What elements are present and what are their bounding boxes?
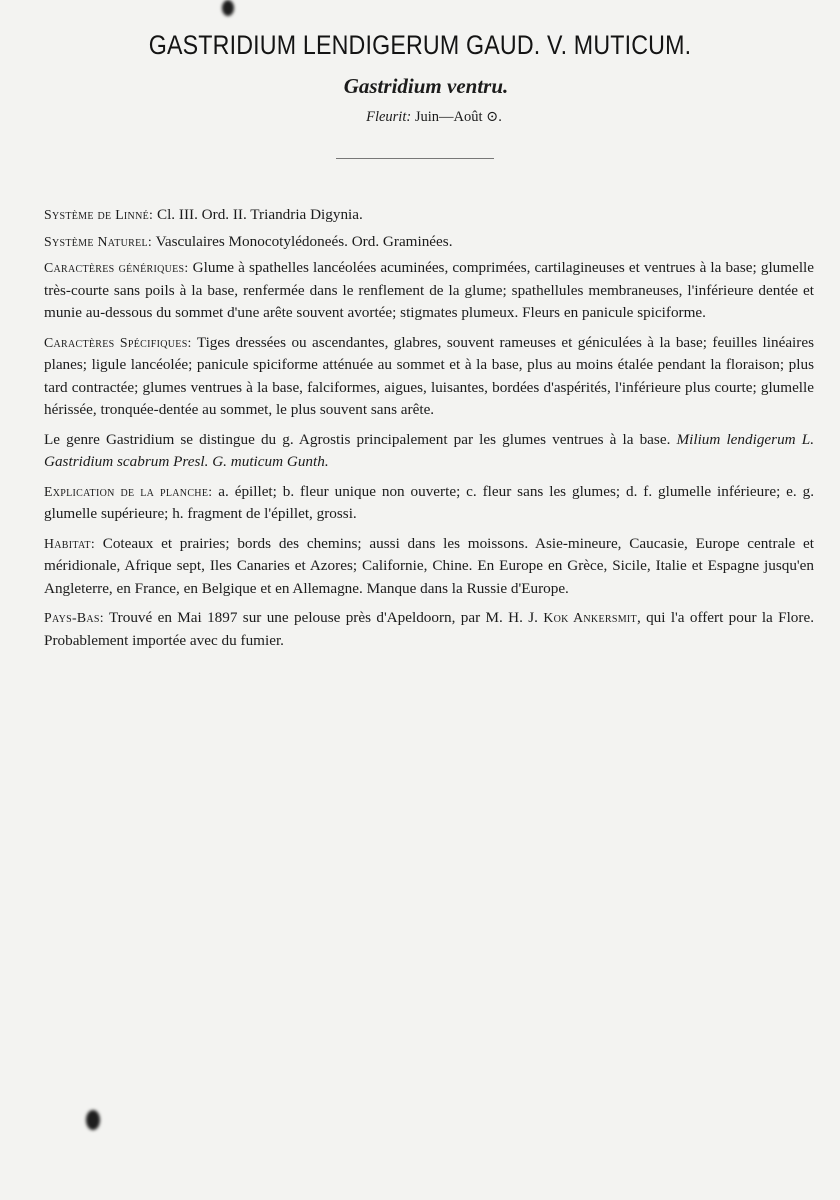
section-text: Glume à spathelles lancéolées acuminées, comprimées, cartilagineuses et ventrues à la base; glumelle très-courte sans poils à la base, renfermée dans le renflement de la glume; spathellules membraneuses, l'inférieure dentée et munie au-dessous du sommet d'une arête souvent avortée; stigmates plumeux. Fleurs en panicule spiciforme. [44,259,814,321]
section-label: Caractères Spécifiques: [44,334,192,350]
section-generic-characters [44,257,814,325]
section-netherlands [44,607,814,652]
section-plate-explanation [44,481,814,526]
section-text: Tiges dressées ou ascendantes, glabres, souvent rameuses et géniculées à la base; feuilles linéaires planes; ligule lancéolée; panicule spiciforme atténuée au sommet et à la base, plus au moins étalée pendant la floraison; plus tard contractée; glumes ventrues à la base, falciformes, aigues, luisantes, bordées d'aspérités, l'inférieure plus courte; glumelle hérissée, tronquée-dentée au sommet, le plus souvent sans arête. [44,333,814,418]
section-text: Trouvé en Mai 1897 sur une pelouse près d'Apeldoorn, par M. H. J. [103,609,544,626]
section-text: Coteaux et prairies; bords des chemins; aussi dans les moissons. Asie-mineure, Caucasie, Europe centrale et méridionale, Afrique sept, Iles Canaries et Azores; Californie, Chine. En Europe en Grèce, Sicile, Italie et Espagne jusqu'en Angleterre, en France, en Belgique et en Allemagne. Manque dans la Russie d'Europe. [44,534,814,597]
section-label: Pays-Bas: [44,610,104,625]
section-label: Habitat: [44,535,95,551]
section-text: Cl. III. Ord. II. Triandria Digynia. [153,206,363,223]
page-title: GASTRIDIUM LENDIGERUM GAUD. V. MUTICUM. [148,30,692,60]
section-linne [44,204,814,227]
flowering-line [0,109,840,126]
collector-name: Kok Ankersmit [543,610,637,625]
ink-speck [86,1110,100,1130]
section-text: Le genre Gastridium se distingue du g. Agrostis principalement par les glumes ventrues à la base. [44,430,677,448]
flowering-label: Fleurit: [366,109,412,125]
ink-speck [222,0,234,16]
divider [336,158,494,159]
description-body [44,204,814,659]
section-label: Explication de la planche: [44,483,213,499]
section-label: Système Naturel: [44,233,153,249]
section-habitat [44,533,814,601]
synonyms: Milium lendigerum L. Gastridium scabrum Presl. G. muticum Gunth. [44,430,814,470]
common-name: Gastridium ventru. [343,74,509,98]
section-genus-note [44,429,814,474]
section-text: a. épillet; b. fleur unique non ouverte; c. fleur sans les glumes; d. f. glumelle inférieure; e. g. glumelle supérieure; h. fragment de l'épillet, grossi. [44,482,815,522]
section-label: Caractères génériques: [44,260,189,275]
section-naturel [44,231,814,254]
section-text: , qui l'a offert pour la Flore. Probablement importée avec du fumier. [44,609,814,649]
section-text: Vasculaires Monocotylédoneés. Ord. Graminées. [152,232,453,250]
section-specific-characters [44,332,814,422]
flowering-value: Juin—Août ⊙. [414,109,502,125]
section-label: Système de Linné: [44,207,154,222]
